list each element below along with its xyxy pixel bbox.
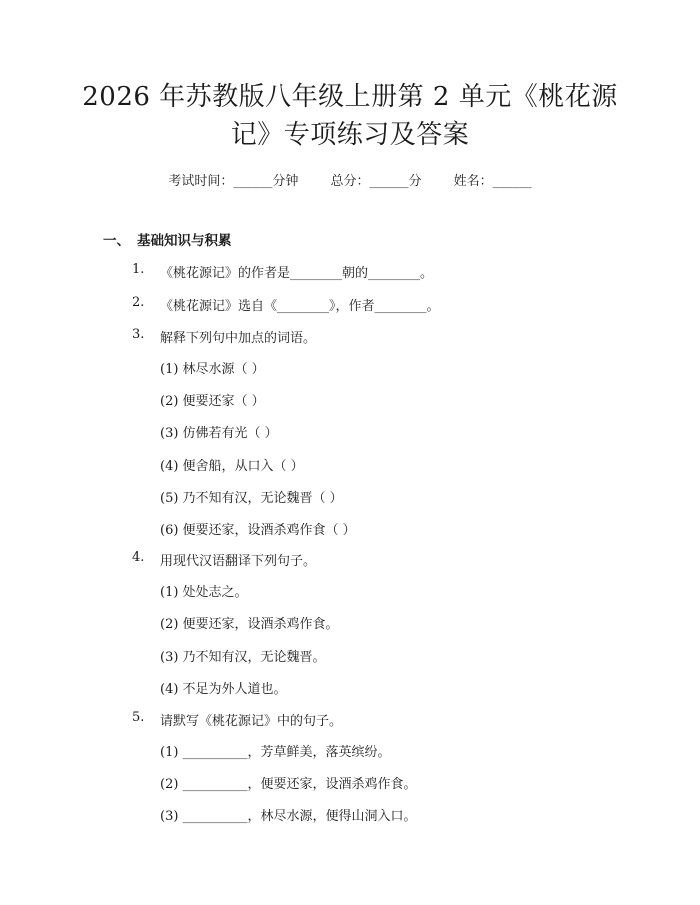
section-heading	[103, 229, 232, 249]
question-number: 3.	[132, 327, 145, 342]
question-number: 5.	[132, 710, 145, 725]
question-text: 用现代汉语翻译下列句子。	[160, 554, 317, 569]
exam-time: 考试时间：______分钟	[168, 174, 299, 189]
title-line-1: 2026 年苏教版八年级上册第 2 单元《桃花源	[82, 82, 618, 112]
sub-question: (1) 处处志之。	[160, 585, 248, 600]
title-line-2: 记》专项练习及答案	[230, 120, 470, 150]
sub-question: (2) 便要还家（ ）	[160, 394, 265, 409]
sub-question: (6) 便要还家，设酒杀鸡作食（ ）	[160, 523, 356, 538]
sub-question: (3) __________，林尽水源，便得山洞入口。	[160, 809, 417, 824]
question-number: 4.	[132, 550, 145, 565]
question-text: 解释下列句中加点的词语。	[160, 331, 317, 346]
sub-question: (3) 乃不知有汉，无论魏晋。	[160, 650, 326, 665]
sub-question: (2) __________，便要还家，设酒杀鸡作食。	[160, 777, 417, 792]
question-text: 请默写《桃花源记》中的句子。	[160, 714, 343, 729]
sub-question: (1) 林尽水源（ ）	[160, 362, 265, 377]
total-score: 总分：______分	[330, 174, 422, 189]
section-title: 基础知识与积累	[137, 233, 232, 249]
question-text: 《桃花源记》选自《________》，作者________。	[160, 299, 440, 314]
sub-question: (4) 不足为外人道也。	[160, 682, 287, 697]
student-name: 姓名：______	[453, 174, 532, 189]
sub-question: (5) 乃不知有汉，无论魏晋（ ）	[160, 491, 343, 506]
question-number: 1.	[132, 262, 145, 277]
sub-question: (1) __________，芳草鲜美，落英缤纷。	[160, 745, 391, 760]
sub-question: (3) 仿佛若有光（ ）	[160, 426, 278, 441]
document-title	[70, 78, 630, 154]
question-number: 2.	[132, 295, 145, 310]
sub-question: (4) 便舍船，从口入（ ）	[160, 459, 304, 474]
question-text: 《桃花源记》的作者是________朝的________。	[160, 266, 434, 281]
sub-question: (2) 便要还家，设酒杀鸡作食。	[160, 617, 339, 632]
exam-info	[0, 170, 700, 189]
section-number: 一、	[103, 233, 130, 249]
